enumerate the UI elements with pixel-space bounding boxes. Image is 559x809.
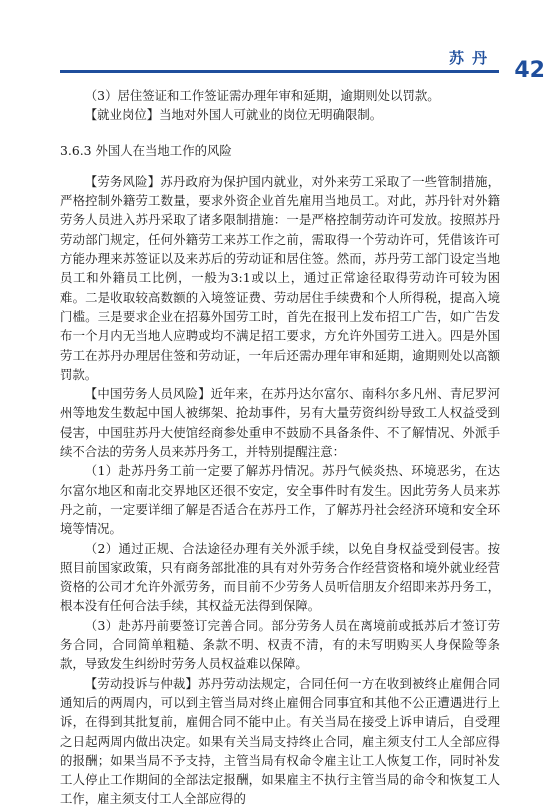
running-title: 苏丹 [448, 49, 495, 67]
page-number: 42 [514, 58, 545, 83]
paragraph: 【劳动投诉与仲裁】苏丹劳动法规定，合同任何一方在收到被终止雇佣合同通知后的两周内，可以到主管当局对终止雇佣合同事宜和其他不公正遭遇进行上诉，在得到其批复前，雇佣合同不能中止。有关当局在接受上诉申请后，自受理之日起两周内做出决定。如果有关当局支持终止合同，雇主须支付工人全部应得的报酬；如果当局不予支持，主管当局有权命令雇主让工人恢复工作，同时补发工人停止工作期间的全部法定报酬，如果雇主不执行主管当局的命令和恢复工人工作，雇主须支付工人全部应得的 [60, 675, 500, 807]
page-header [0, 0, 559, 83]
paragraph: （1）赴苏丹务工前一定要了解苏丹情况。苏丹气候炎热、环境恶劣，在达尔富尔地区和南北交界地区还很不安定，安全事件时有发生。因此劳务人员来苏丹之前，一定要详细了解是否适合在苏丹工作，了解苏丹社会经济环境和安全环境等情况。 [60, 463, 500, 537]
paragraph: （3）赴苏丹前要签订完善合同。部分劳务人员在离境前或抵苏后才签订劳务合同，合同简单粗糙、条款不明、权责不清，有的未写明购买人身保险等条款，导致发生纠纷时劳务人员权益难以保障。 [60, 617, 500, 672]
paragraph: 【就业岗位】当地对外国人可就业的岗位无明确限制。 [84, 107, 383, 123]
paragraph: （3）居住签证和工作签证需办理年审和延期，逾期则处以罚款。 [84, 88, 440, 103]
section-heading: 3.6.3 外国人在当地工作的风险 [60, 142, 232, 158]
paragraph: （2）通过正规、合法途径办理有关外派手续，以免自身权益受到侵害。按照目前国家政策，只有商务部批准的具有对外劳务合作经营资格和境外就业经营资格的公司才允许外派劳务，而目前不少劳务人员听信朋友介绍即来苏丹务工，根本没有任何合法手续，其权益无法得到保障。 [60, 540, 500, 614]
header-rule [60, 70, 499, 73]
paragraph: 【劳务风险】苏丹政府为保护国内就业，对外来劳工采取了一些管制措施，严格控制外籍劳工数量，要求外资企业首先雇用当地员工。对此，苏丹针对外籍劳务人员进入苏丹采取了诸多限制措施：一是严格控制劳动许可发放。按照苏丹劳动部门规定，任何外籍劳工来苏工作之前，需取得一个劳动许可，凭借该许可方能办理来苏签证以及来苏后的劳动证和居住签。然而，苏丹劳工部门设定当地员工和外籍员工比例，一般为3:1或以上，通过正常途径取得劳动许可较为困难。二是收取较高数额的入境签证费、劳动居住手续费和个人所得税，提高入境门槛。三是要求企业在招募外国劳工时，首先在报刊上发布招工广告，如广告发布一个月内无当地人应聘或均不满足招工要求，方允许外国劳工进入。四是外国劳工在苏丹办理居住签和劳动证，一年后还需办理年审和延期，逾期则处以高额罚款。 [60, 173, 500, 382]
page-body [60, 86, 500, 809]
paragraph: 【中国劳务人员风险】近年来，在苏丹达尔富尔、南科尔多凡州、青尼罗河州等地发生数起中国人被绑架、抢劫事件，另有大量劳资纠纷导致工人权益受到侵害，中国驻苏丹大使馆经商参处重申不鼓励不具备条件、不了解情况、外派手续不合法的劳务人员来苏丹务工，并特别提醒注意： [60, 386, 500, 460]
